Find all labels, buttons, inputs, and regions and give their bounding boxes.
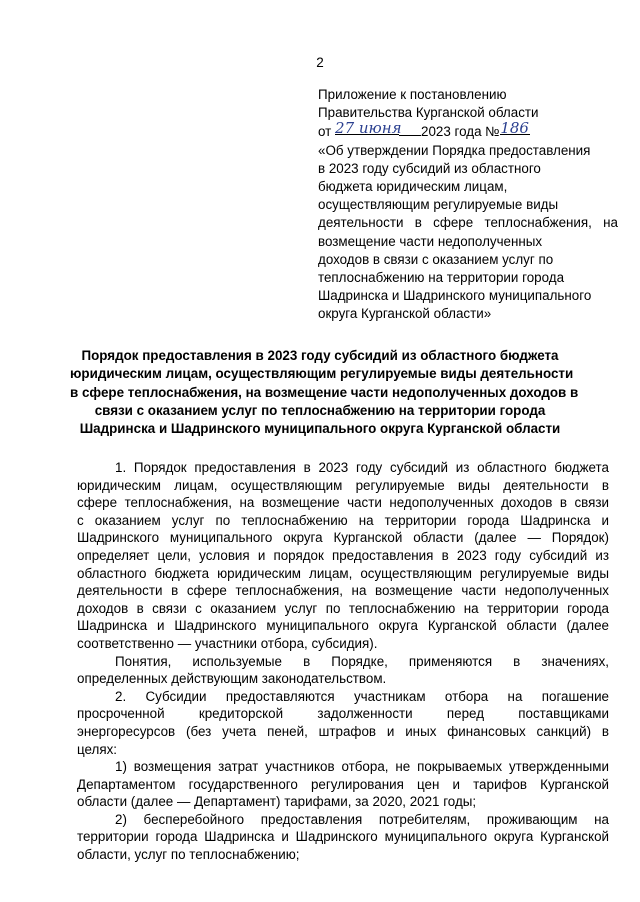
paragraph-line: Шадринска и Шадринского муниципального округа Курганской области (далее — [77, 618, 609, 634]
paragraph-line: просроченной кредиторской задолженности перед поставщиками — [77, 706, 609, 722]
handwritten-date: 27 июня — [335, 119, 402, 138]
paragraph-line: с оказанием услуг по теплоснабжению на территории города Шадринска и — [77, 512, 609, 528]
appendix-date-line — [318, 119, 618, 141]
paragraph-line: областного бюджета юридическим лицам, осуществляющим регулируемые виды — [77, 565, 609, 581]
handwritten-number: 186 — [500, 119, 529, 138]
appendix-desc-line: в 2023 году субсидий из областного — [318, 160, 541, 176]
paragraph — [77, 653, 609, 688]
paragraph-line: области, услуг по теплоснабжению; — [77, 847, 300, 863]
title-line: в сфере теплоснабжения, на возмещение части недополученных доходов в — [70, 384, 579, 400]
paragraph — [77, 758, 609, 811]
document-title — [70, 347, 579, 438]
paragraph-line: юридическим лицам, осуществляющим регулируемые виды деятельности в — [77, 477, 609, 493]
appendix-desc-line: бюджета юридическим лицам, — [318, 179, 508, 195]
appendix-desc-line: возмещение части недополученных — [318, 233, 543, 249]
paragraph-line: энергоресурсов (без учета пеней, штрафов и иных финансовых санкций) в — [77, 723, 609, 739]
paragraph-line: определяет цели, условия и порядок предоставления в 2023 году субсидий из — [77, 547, 609, 563]
appendix-desc-line: деятельности в сфере теплоснабжения, на — [318, 215, 618, 231]
paragraph-line: области (далее — Департамент) тарифами, за 2020, 2021 годы; — [77, 794, 477, 810]
paragraph — [77, 459, 609, 653]
paragraph — [77, 811, 609, 864]
paragraph-line: 2) бесперебойного предоставления потребителям, проживающим на — [115, 811, 609, 827]
title-line: Шадринска и Шадринского муниципального округа Курганской области — [79, 421, 561, 437]
date-underline — [399, 123, 421, 136]
appendix-desc-line: Шадринска и Шадринского муниципального — [318, 288, 592, 304]
date-suffix: 2023 года № — [421, 124, 500, 140]
appendix-desc-line: доходов в связи с оказанием услуг по — [318, 251, 554, 267]
paragraph-line: Департаментом государственного регулирования цен и тарифов Курганской — [77, 776, 609, 792]
paragraph-line: Понятия, используемые в Порядке, применяются в значениях, — [115, 653, 609, 669]
paragraph-line: территории города Шадринска и Шадринского муниципального округа Курганской — [77, 829, 609, 845]
paragraph-line: доходов в связи с оказанием услуг по теплоснабжению на территории города — [77, 600, 609, 616]
paragraph-line: сфере теплоснабжения, на возмещение части недополученных доходов в связи — [77, 495, 609, 511]
paragraph-line: целях: — [77, 741, 118, 757]
page-number: 2 — [316, 55, 324, 70]
appendix-line-1: Приложение к постановлению — [318, 87, 507, 102]
appendix-description — [318, 142, 618, 324]
appendix-desc-line: осуществляющим регулируемые виды — [318, 197, 559, 213]
number-field — [500, 119, 530, 138]
title-line: юридическим лицам, осуществляющим регулируемые виды деятельности — [70, 366, 574, 382]
date-field — [335, 119, 402, 138]
title-line: связи с оказанием услуг по теплоснабжению на территории города — [94, 402, 546, 418]
paragraph-line: определенных действующим законодательством. — [77, 671, 387, 687]
paragraph-line: 1. Порядок предоставления в 2023 году субсидий из областного бюджета — [115, 460, 609, 475]
paragraph-line: соответственно — участники отбора, субсидия). — [77, 635, 378, 651]
paragraph-line: 1) возмещения затрат участников отбора, не покрываемых утвержденными — [115, 759, 609, 775]
appendix-line-2: Правительства Курганской области — [318, 105, 539, 121]
paragraph-line: 2. Субсидии предоставляются участникам отбора на погашение — [115, 688, 609, 704]
document-body — [77, 459, 609, 864]
appendix-desc-line: «Об утверждении Порядка предоставления — [318, 142, 591, 158]
appendix-desc-line: теплоснабжению на территории города — [318, 270, 565, 286]
date-prefix: от — [318, 124, 332, 140]
appendix-desc-line: округа Курганской области» — [318, 306, 492, 322]
paragraph-line: деятельности в сфере теплоснабжения, на возмещение части недополученных — [77, 583, 609, 599]
paragraph — [77, 688, 609, 758]
title-line: Порядок предоставления в 2023 году субсидий из областного бюджета — [81, 348, 559, 363]
paragraph-line: Шадринского муниципального округа Курганской области (далее — Порядок) — [77, 530, 609, 546]
appendix-block — [318, 86, 618, 324]
